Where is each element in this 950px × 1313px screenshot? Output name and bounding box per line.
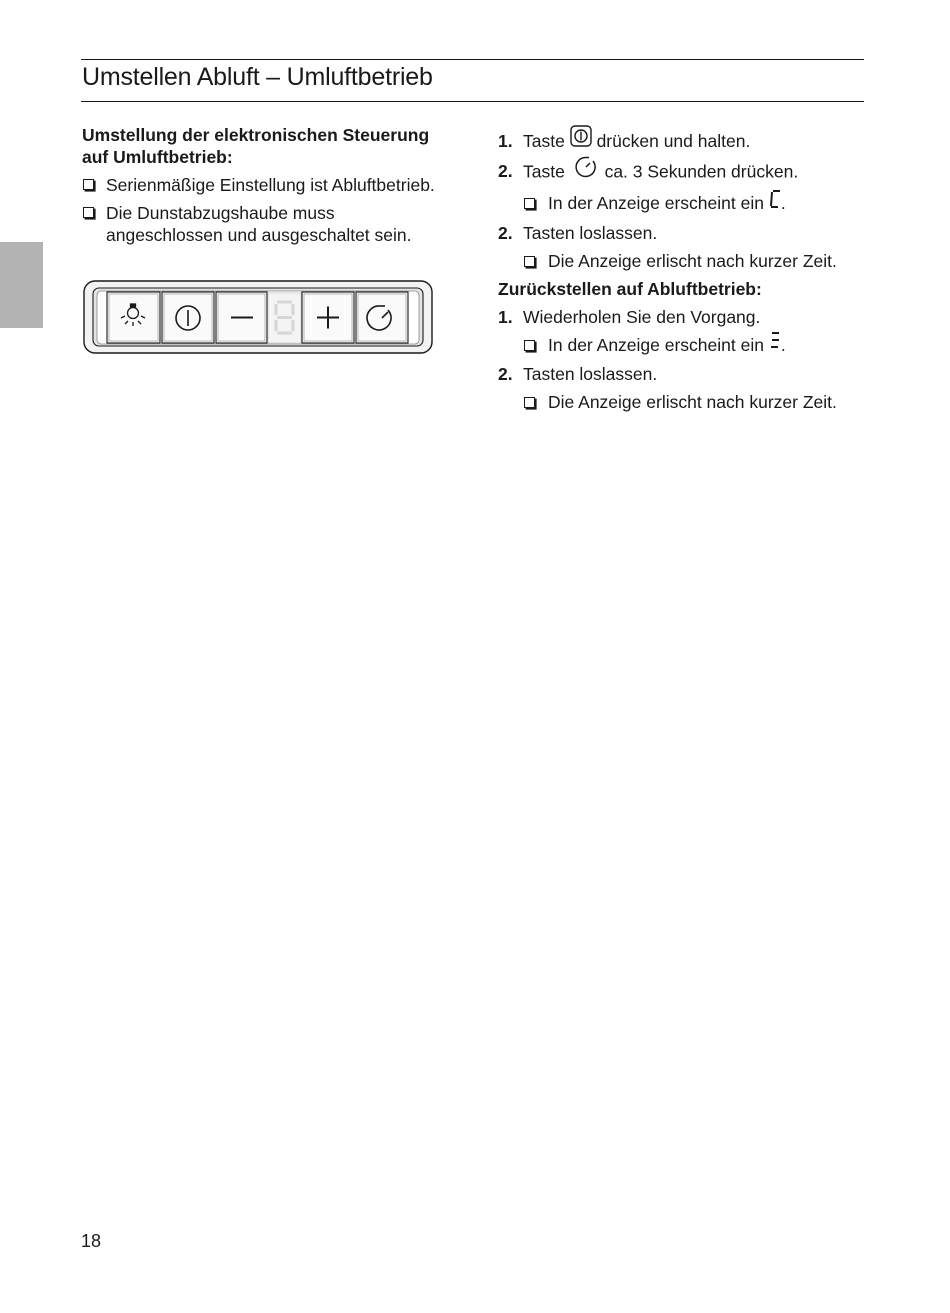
step-a1-pre: Taste — [523, 131, 565, 151]
step-a2-post: ca. 3 Sekunden drücken. — [604, 162, 799, 182]
step-a3 — [498, 219, 878, 247]
step-b1 — [498, 303, 878, 331]
power-button — [162, 292, 214, 343]
checkbox-bullet-icon — [524, 397, 535, 408]
page-number: 18 — [81, 1231, 102, 1251]
checkbox-bullet-icon — [83, 207, 94, 218]
checkbox-bullet-icon — [524, 256, 535, 267]
plus-button — [302, 292, 354, 343]
step-a3-text: Tasten loslassen. — [523, 222, 658, 243]
checkbox-bullet-icon — [524, 340, 535, 351]
sub-a2-text: Die Anzeige erlischt nach kurzer Zeit. — [548, 250, 837, 271]
sub-a2 — [498, 247, 878, 275]
right-column — [498, 127, 878, 416]
left-bullet-1 — [82, 174, 452, 196]
minus-button — [216, 292, 267, 343]
left-heading: Umstellung der elektronischen Steuerung auf Umluftbetrieb: — [82, 125, 430, 167]
left-bullet-1-text: Serienmäßige Einstellung ist Abluftbetrieb. — [106, 175, 435, 195]
timer-icon — [574, 155, 598, 187]
sub-a1-text: In der Anzeige erscheint ein — [548, 193, 764, 214]
sub-a1-end: . — [780, 193, 786, 214]
left-bullet-2 — [82, 202, 452, 246]
section-heading-b: Zurückstellen auf Abluftbetrieb: — [498, 278, 762, 299]
step-number: 1. — [498, 131, 513, 151]
sub-b2-text: Die Anzeige erlischt nach kurzer Zeit. — [548, 392, 837, 413]
timer-button — [356, 292, 408, 343]
page-title: Umstellen Abluft – Umluftbetrieb — [82, 63, 433, 91]
sub-b1-end: . — [780, 334, 786, 355]
control-panel-illustration — [83, 280, 433, 354]
sub-a1 — [498, 189, 878, 218]
segment-display — [268, 293, 301, 343]
chapter-tab-marker — [0, 242, 43, 328]
step-number: 2. — [498, 161, 513, 182]
left-column — [82, 124, 452, 246]
step-number: 2. — [498, 222, 513, 243]
light-button — [107, 292, 160, 343]
step-a1 — [498, 127, 878, 157]
sub-b1 — [498, 331, 878, 360]
display-e-symbol — [769, 330, 781, 358]
step-b2 — [498, 360, 878, 388]
header-rule-bottom — [81, 101, 864, 102]
step-b2-text: Tasten loslassen. — [523, 364, 658, 385]
step-number: 2. — [498, 364, 513, 385]
display-c-symbol — [769, 189, 781, 217]
checkbox-bullet-icon — [524, 198, 535, 209]
step-a1-post: drücken und halten. — [596, 131, 751, 151]
step-number: 1. — [498, 306, 513, 327]
step-a2 — [498, 157, 878, 189]
sub-b2 — [498, 388, 878, 416]
sub-b1-text: In der Anzeige erscheint ein — [548, 334, 764, 355]
left-bullet-2-text: Die Dunstabzugshaube muss angeschlossen und ausgeschaltet sein. — [106, 203, 412, 245]
power-button-icon — [570, 125, 592, 155]
step-a2-pre: Taste — [523, 162, 565, 182]
step-b1-text: Wiederholen Sie den Vorgang. — [523, 306, 761, 327]
checkbox-bullet-icon — [83, 179, 94, 190]
header-rule-top — [81, 59, 864, 60]
